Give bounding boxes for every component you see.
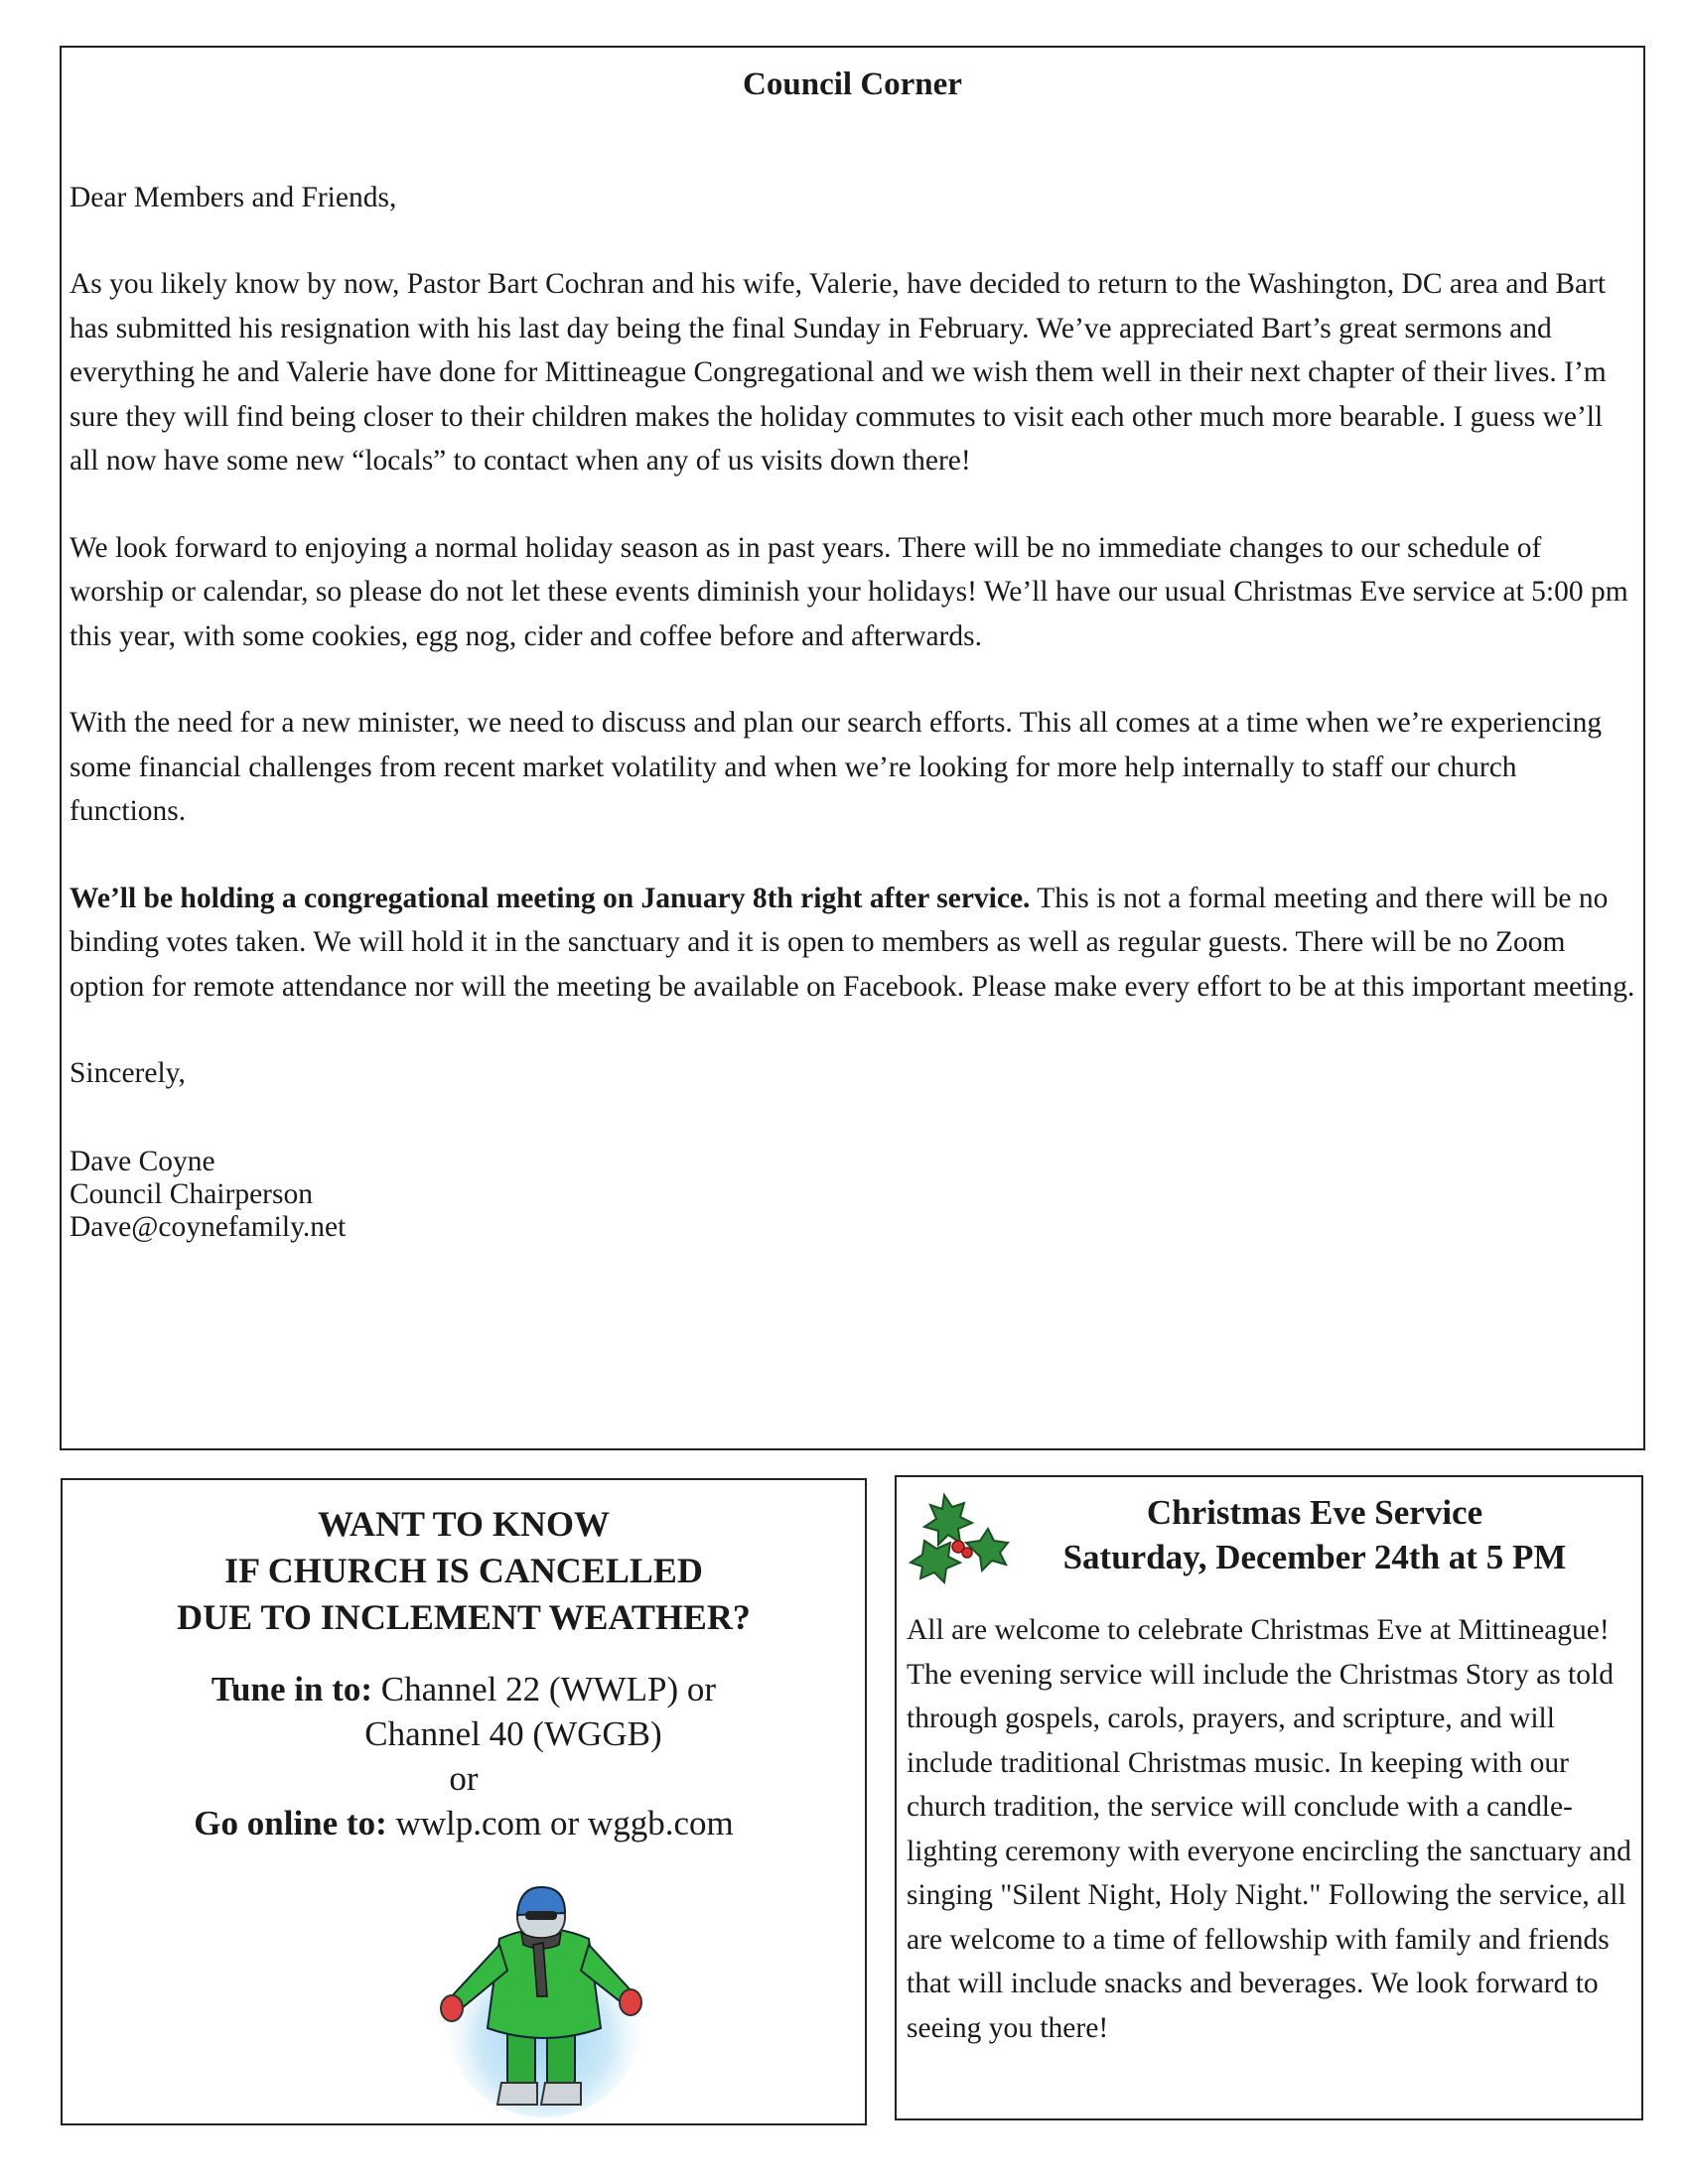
letter-greeting: Dear Members and Friends, [70,181,397,213]
winter-person-illustration [430,1879,658,2117]
weather-heading-line-3: DUE TO INCLEMENT WEATHER? [177,1597,751,1637]
christmas-eve-box [895,1475,1643,2120]
tune-in-label: Tune in to: [211,1670,373,1708]
holly-icon [905,1485,1016,1584]
signer-title: Council Chairperson [70,1177,313,1210]
weather-cancellation-box [61,1478,867,2125]
council-corner-box [60,46,1645,1450]
christmas-eve-title-line-1: Christmas Eve Service [1146,1493,1483,1532]
weather-heading-line-2: IF CHURCH IS CANCELLED [224,1551,703,1590]
channel-40: Channel 40 (WGGB) [364,1714,662,1753]
weather-instructions [63,1667,865,1845]
council-letter [70,176,1635,1244]
channel-22: Channel 22 (WWLP) or [380,1670,717,1708]
meeting-announcement: We’ll be holding a congregational meeting on January 8th right after service. [70,882,1031,914]
weather-heading [63,1501,865,1641]
weather-heading-line-1: WANT TO KNOW [317,1504,611,1544]
christmas-eve-title-line-2: Saturday, December 24th at 5 PM [1062,1538,1567,1576]
letter-paragraph-meeting [70,877,1635,1010]
or-separator: or [449,1759,479,1798]
letter-paragraph-holidays: We look forward to enjoying a normal holiday season as in past years. There will be no immediate changes to our schedule of worship or calendar, so please do not let these events diminish your holidays! We’ll have our usual Christmas Eve service at 5:00 pm this year, with some cookies, egg nog, cider and coffee before and afterwards. [70,531,1628,652]
letter-closing: Sincerely, [70,1057,186,1090]
signer-email: Dave@coynefamily.net [70,1210,347,1243]
christmas-eve-description: All are welcome to celebrate Christmas Eve at Mittineague! The evening service will include the Christmas Story as told through gospels, carols, prayers, and scripture, and will include traditional Christmas music. In keeping with our church tradition, the service will conclude with a candle-lighting ceremony with everyone encircling the sanctuary and singing "Silent Night, Holy Night." Following the service, all are welcome to a time of fellowship with family and friends that will include snacks and beverages. We look forward to seeing you there! [907,1614,1631,2044]
letter-paragraph-resignation: As you likely know by now, Pastor Bart Cochran and his wife, Valerie, have decided to return to the Washington, DC area and Bart has submitted his resignation with his last day being the final Sunday in February. We’ve appreciated Bart’s great sermons and everything he and Valerie have done for Mittineague Congregational and we wish them well in their next chapter of their lives. I’m sure they will find being closer to their children makes the holiday commutes to visit each other much more bearable. I guess we’ll all now have some new “locals” to contact when any of us visits down there! [70,268,1607,478]
winter-person-icon [430,1879,658,2117]
letter-paragraph-search: With the need for a new minister, we need to discuss and plan our search efforts. This all comes at a time when we’re experiencing some financial challenges from recent market volatility and when we’re looking for more help internally to staff our church functions. [70,707,1603,828]
online-sites: wwlp.com or wggb.com [395,1804,734,1843]
meeting-details: This is not a formal meeting and there will be no binding votes taken. We will hold it in the sanctuary and it is open to members as well as regular guests. There will be no Zoom option for remote attendance nor will the meeting be available on Facebook. Please make every effort to be at this important meeting. [70,882,1635,1003]
council-corner-title: Council Corner [743,67,962,102]
signer-name: Dave Coyne [70,1145,215,1177]
go-online-label: Go online to: [194,1804,387,1843]
holly-illustration [905,1485,1016,1584]
